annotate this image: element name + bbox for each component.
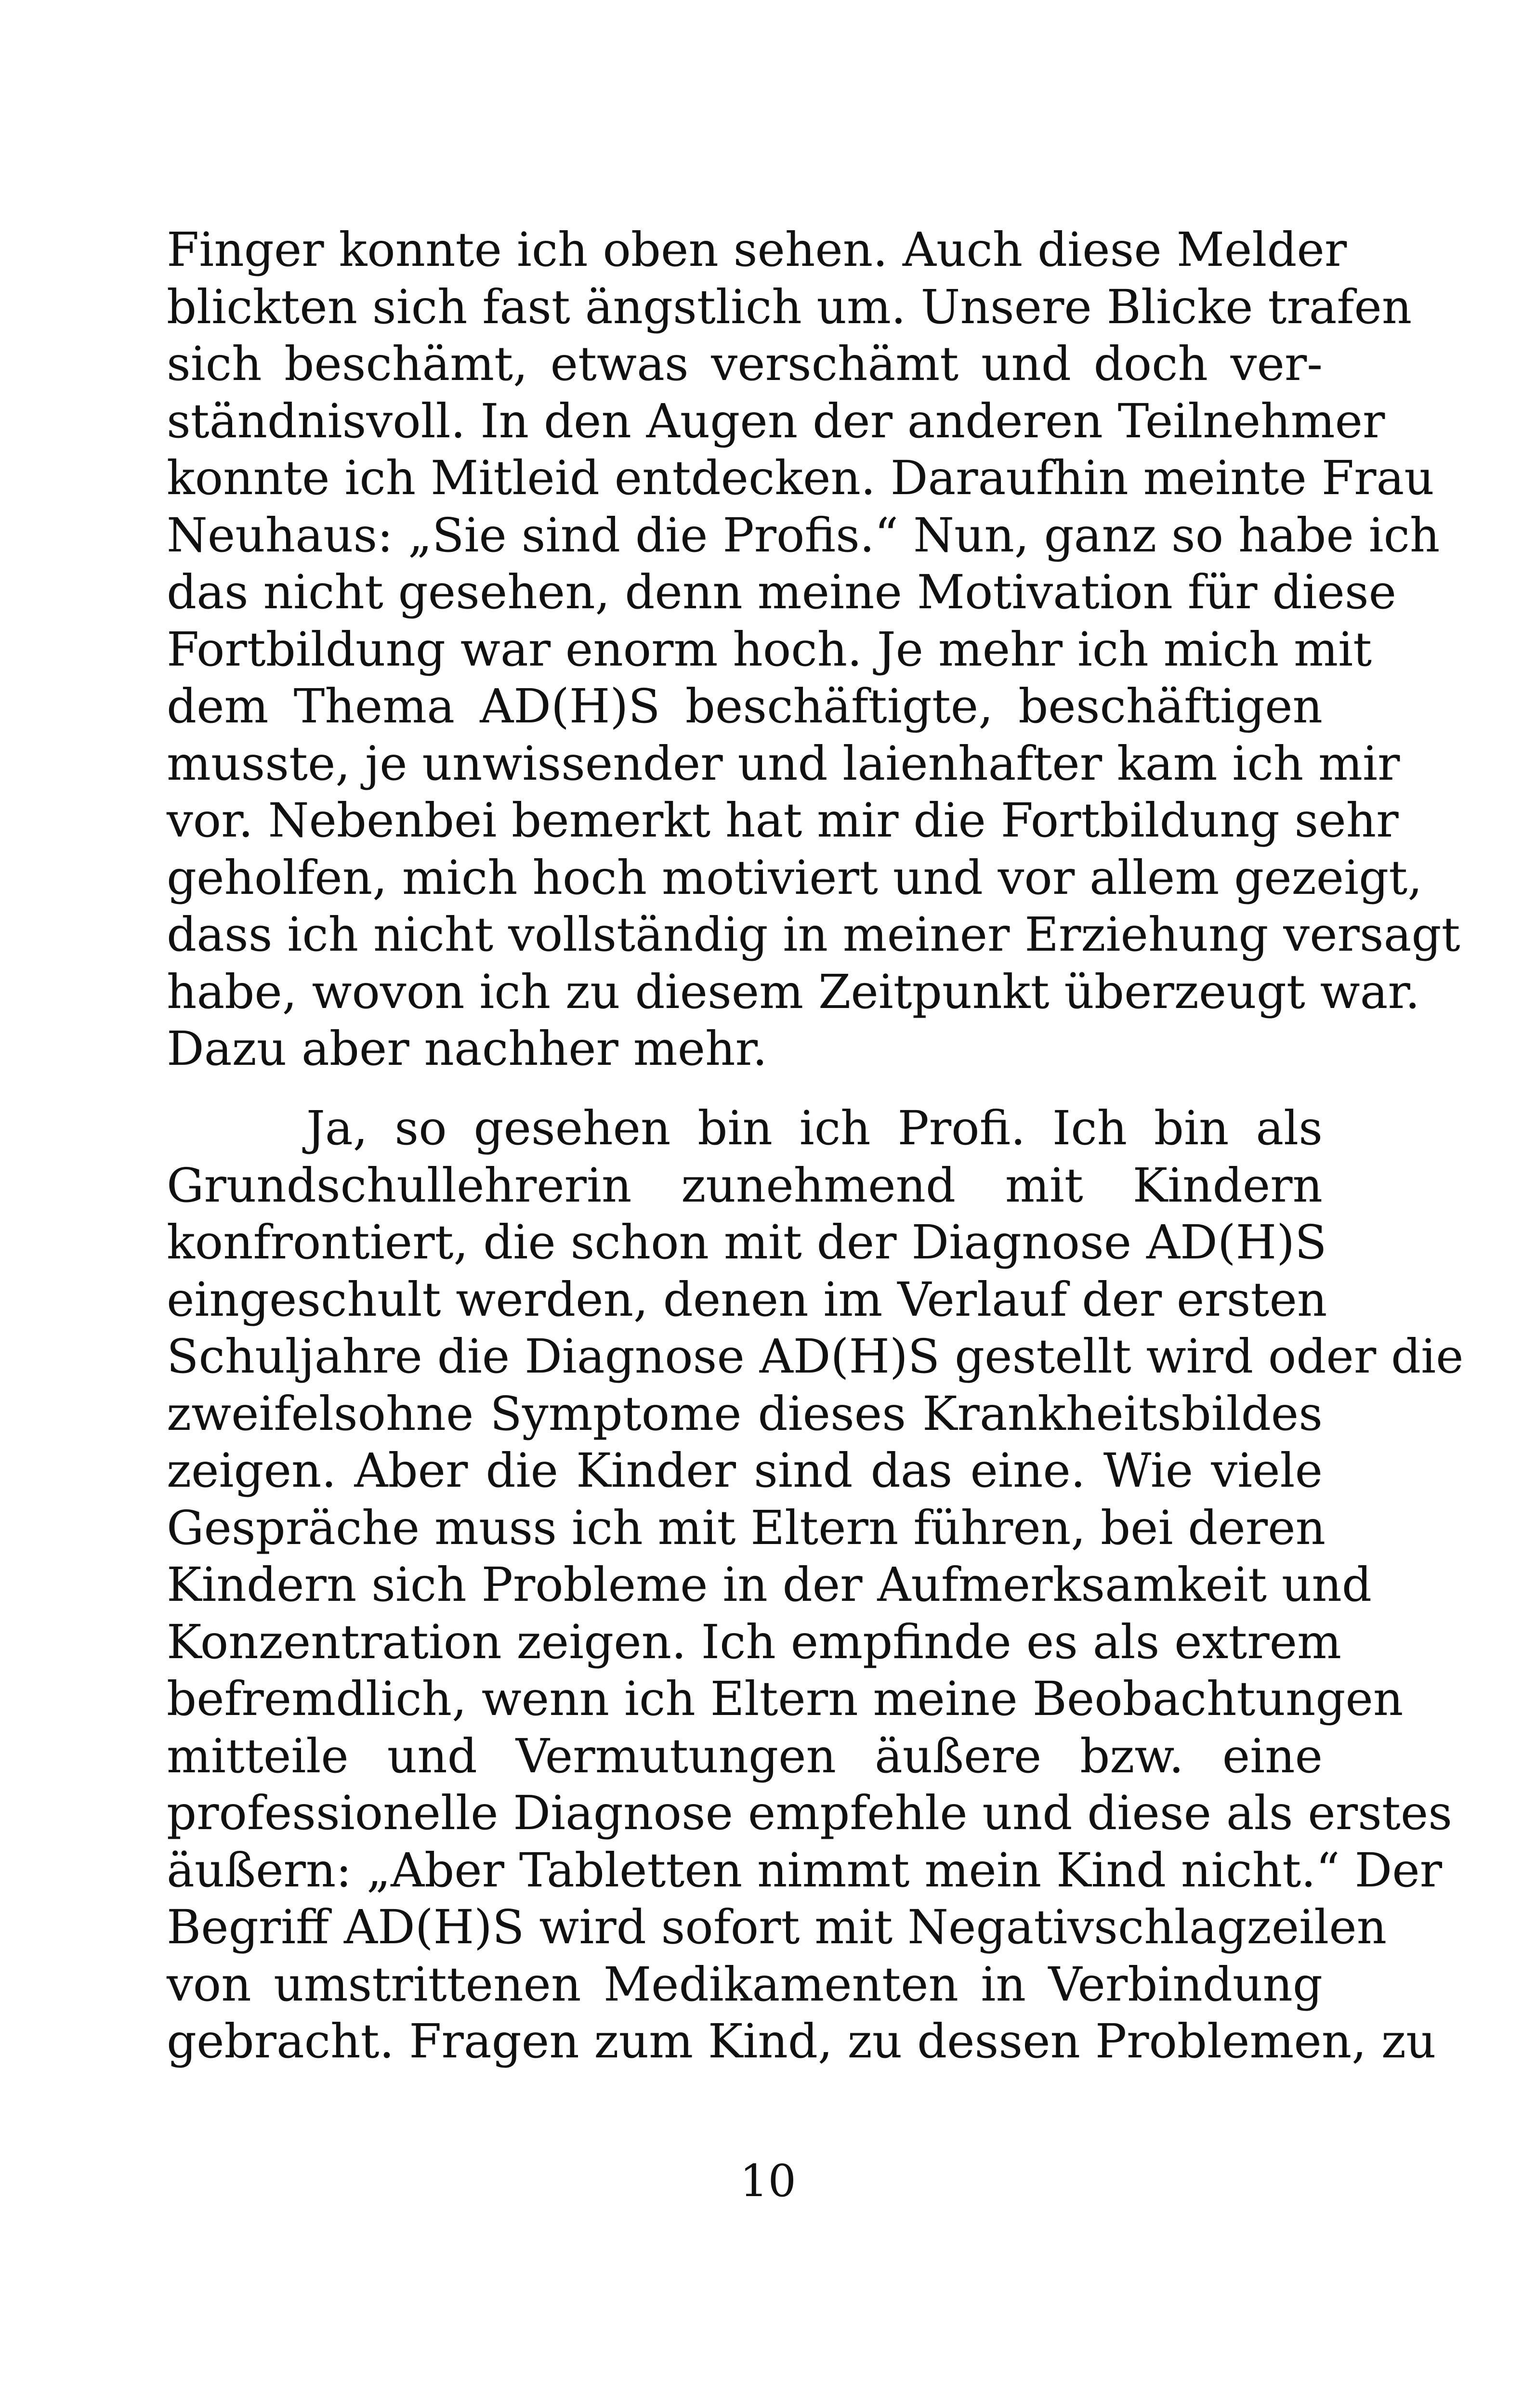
text-line: äußern: „Aber Tabletten nimmt mein Kind nicht.“ Der bbox=[167, 1843, 1442, 1898]
text-line: ständnisvoll. In den Augen der anderen Teilnehmer bbox=[167, 393, 1385, 448]
text-line: Fortbildung war enorm hoch. Je mehr ich mich mit bbox=[167, 622, 1372, 677]
text-line: von umstrittenen Medikamenten in Verbindung bbox=[167, 1957, 1323, 2012]
text-line: gebracht. Fragen zum Kind, zu dessen Problemen, zu bbox=[167, 2014, 1436, 2068]
text-line: Schuljahre die Diagnose AD(H)S gestellt wird oder die bbox=[167, 1329, 1464, 1384]
page-number: 10 bbox=[739, 2155, 797, 2207]
text-line: zeigen. Aber die Kinder sind das eine. Wie viele bbox=[167, 1443, 1323, 1498]
text-line: blickten sich fast ängstlich um. Unsere Blicke trafen bbox=[167, 279, 1412, 334]
text-line: das nicht gesehen, denn meine Motivation für diese bbox=[167, 565, 1397, 619]
text-line: vor. Nebenbei bemerkt hat mir die Fortbildung sehr bbox=[167, 793, 1399, 848]
text-line: konfrontiert, die schon mit der Diagnose AD(H)S bbox=[167, 1215, 1327, 1269]
text-line: Kindern sich Probleme in der Aufmerksamkeit und bbox=[167, 1557, 1372, 1612]
text-line: Gespräche muss ich mit Eltern führen, bei deren bbox=[167, 1500, 1326, 1555]
text-line: Konzentration zeigen. Ich empfinde es als extrem bbox=[167, 1614, 1342, 1669]
paragraph-2 bbox=[167, 1100, 1464, 2070]
text-line: Ja, so gesehen bin ich Profi. Ich bin als bbox=[306, 1101, 1323, 1155]
text-line: Finger konnte ich oben sehen. Auch diese Melder bbox=[167, 222, 1347, 277]
text-line: dem Thema AD(H)S beschäftigte, beschäftigen bbox=[167, 679, 1323, 733]
text-line: geholfen, mich hoch motiviert und vor allem gezeigt, bbox=[167, 850, 1423, 905]
paragraph-1 bbox=[167, 222, 1460, 1078]
text-line: musste, je unwissender und laienhafter kam ich mir bbox=[167, 736, 1400, 791]
text-line: Grundschullehrerin zunehmend mit Kindern bbox=[167, 1158, 1323, 1213]
text-line: professionelle Diagnose empfehle und diese als erstes bbox=[167, 1786, 1453, 1840]
text-line: zweifelsohne Symptome dieses Krankheitsbildes bbox=[167, 1386, 1323, 1441]
text-line: sich beschämt, etwas verschämt und doch ver- bbox=[167, 337, 1323, 391]
text-line: Begriff AD(H)S wird sofort mit Negativschlagzeilen bbox=[167, 1900, 1387, 1954]
text-line: Dazu aber nachher mehr. bbox=[167, 1021, 768, 1076]
text-line: Neuhaus: „Sie sind die Profis.“ Nun, ganz so habe ich bbox=[167, 508, 1440, 563]
text-line: eingeschult werden, denen im Verlauf der ersten bbox=[167, 1272, 1327, 1327]
text-line: befremdlich, wenn ich Eltern meine Beobachtungen bbox=[167, 1672, 1404, 1726]
text-line: konnte ich Mitleid entdecken. Daraufhin meinte Frau bbox=[167, 451, 1434, 505]
text-line: mitteile und Vermutungen äußere bzw. eine bbox=[167, 1728, 1323, 1783]
text-line: habe, wovon ich zu diesem Zeitpunkt überzeugt war. bbox=[167, 964, 1420, 1019]
text-line: dass ich nicht vollständig in meiner Erziehung versagt bbox=[167, 907, 1460, 962]
